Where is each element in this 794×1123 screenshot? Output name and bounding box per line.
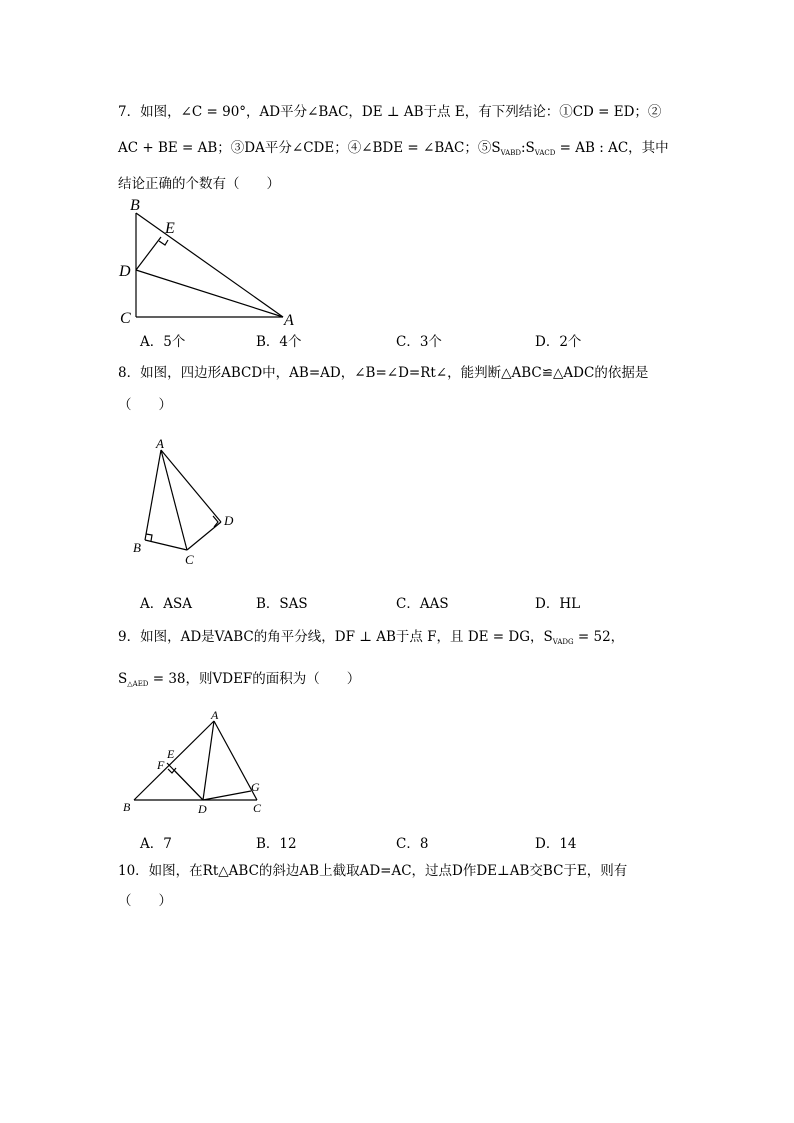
q7-stem-line3: 结论正确的个数有（ ） [118,176,280,192]
q8-label-b: B [133,540,141,555]
q8-option-b[interactable]: B．SAS [256,596,308,612]
q7-sub-acd: VACD [534,149,556,157]
q8-figure [125,432,245,572]
q9-line2-s: S [118,671,128,687]
q9-line2-end: = 38，则VDEF的面积为（ ） [148,671,361,687]
q7-stem-line2 [118,139,669,162]
q9-label-d: D [198,802,207,816]
q9-line1-end: = 52， [573,629,625,645]
q7-sub-abd: VABD [500,149,521,157]
q7-stem-line1: 7．如图，∠C = 90°，AD平分∠BAC，DE ⊥ AB于点 E，有下列结论：①CD = ED；② [118,104,662,120]
q9-label-f: F [157,758,165,772]
q7-label-a: A [284,312,294,329]
q8-option-a[interactable]: A．ASA [140,596,192,612]
q9-figure [115,705,285,820]
q8-label-d: D [224,513,234,528]
q7-option-a[interactable]: A．5个 [140,334,186,350]
q8-stem-line2: （ ） [118,397,172,413]
q9-label-c: C [253,801,262,815]
q9-option-b[interactable]: B．12 [256,836,297,852]
q9-option-c[interactable]: C．8 [396,836,429,852]
q9-line1-text: 9．如图，AD是VABC的角平分线，DF ⊥ AB于点 F，且 DE = DG，S [118,629,553,645]
q9-label-b: B [123,800,131,814]
q8-option-c[interactable]: C．AAS [396,596,449,612]
q8-option-d[interactable]: D．HL [535,596,581,612]
q7-figure [110,195,310,330]
q10-stem-line1: 10．如图，在Rt△ABC的斜边AB上截取AD=AC，过点D作DE⊥AB交BC于E，则有 [118,863,628,879]
q8-stem-line1: 8．如图，四边形ABCD中，AB=AD，∠B=∠D=Rt∠，能判断△ABC≌△ADC的依据是 [118,365,649,381]
q9-sub-aed: △AED [127,680,149,688]
q7-option-b[interactable]: B．4个 [256,334,302,350]
q9-stem-line1 [118,628,624,651]
q7-line2-end: = AB : AC，其中 [555,140,669,156]
q9-label-g: G [251,780,260,794]
q9-label-e: E [167,747,175,761]
q9-option-d[interactable]: D．14 [535,836,577,852]
q7-option-d[interactable]: D．2个 [535,334,582,350]
q7-label-c: C [120,310,131,327]
q9-stem-line2 [118,670,360,693]
q7-label-b: B [130,197,140,214]
q9-option-a[interactable]: A．7 [140,836,172,852]
q10-stem-line2: （ ） [118,893,172,909]
q7-line2-text: AC + BE = AB；③DA平分∠CDE；④∠BDE = ∠BAC；⑤S [118,140,501,156]
q7-option-c[interactable]: C．3个 [396,334,442,350]
q7-line2-mid: :S [520,140,535,156]
q8-label-c: C [185,552,194,567]
q9-label-a: A [211,708,219,722]
q9-sub-adg: VADG [552,638,574,646]
q7-label-e: E [165,220,175,237]
q8-label-a: A [156,436,164,451]
q7-label-d: D [119,263,131,280]
